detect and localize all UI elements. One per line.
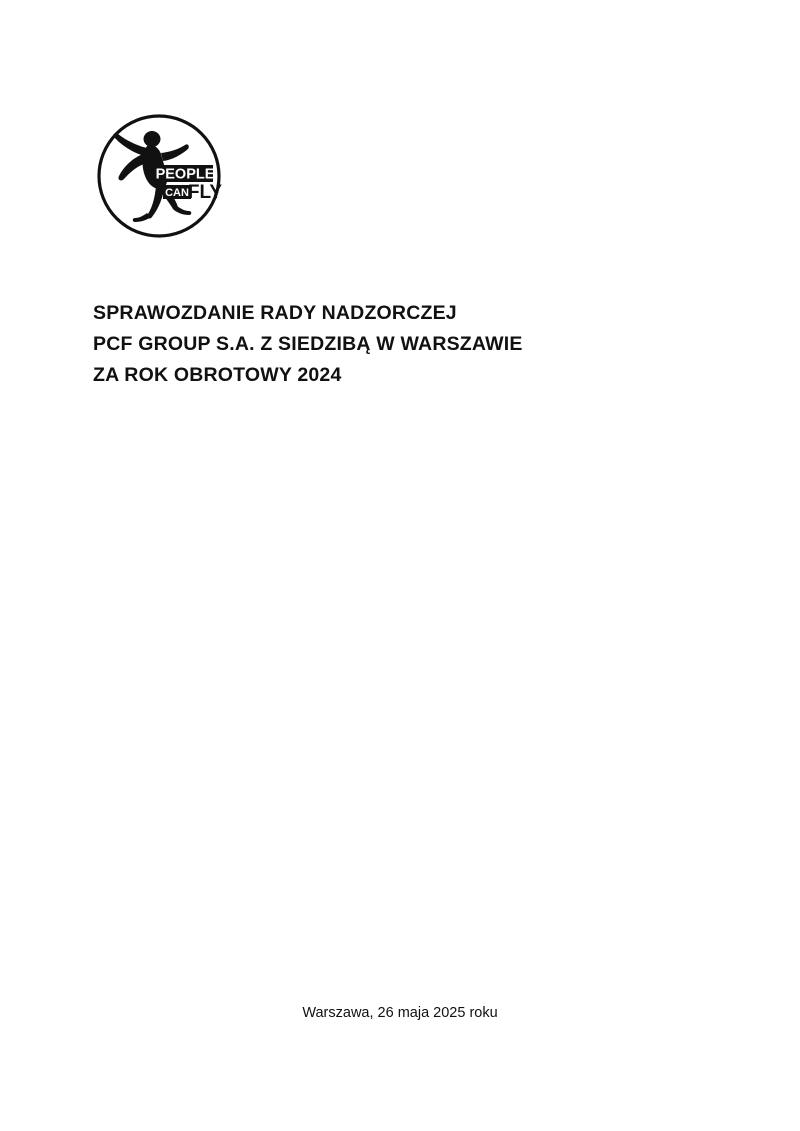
title-line-1: SPRAWOZDANIE RADY NADZORCZEJ: [93, 302, 457, 324]
document-title: [93, 298, 713, 391]
company-logo: [93, 110, 225, 242]
logo-text-fly: FLY: [187, 182, 223, 203]
logo-text-can: CAN: [165, 187, 189, 199]
people-can-fly-logo-icon: [93, 110, 225, 242]
logo-text-people: PEOPLE: [155, 166, 215, 183]
title-line-3: ZA ROK OBROTOWY 2024: [93, 364, 342, 386]
place-and-date: Warszawa, 26 maja 2025 roku: [302, 1005, 498, 1021]
title-line-2: PCF GROUP S.A. Z SIEDZIBĄ W WARSZAWIE: [93, 333, 523, 355]
